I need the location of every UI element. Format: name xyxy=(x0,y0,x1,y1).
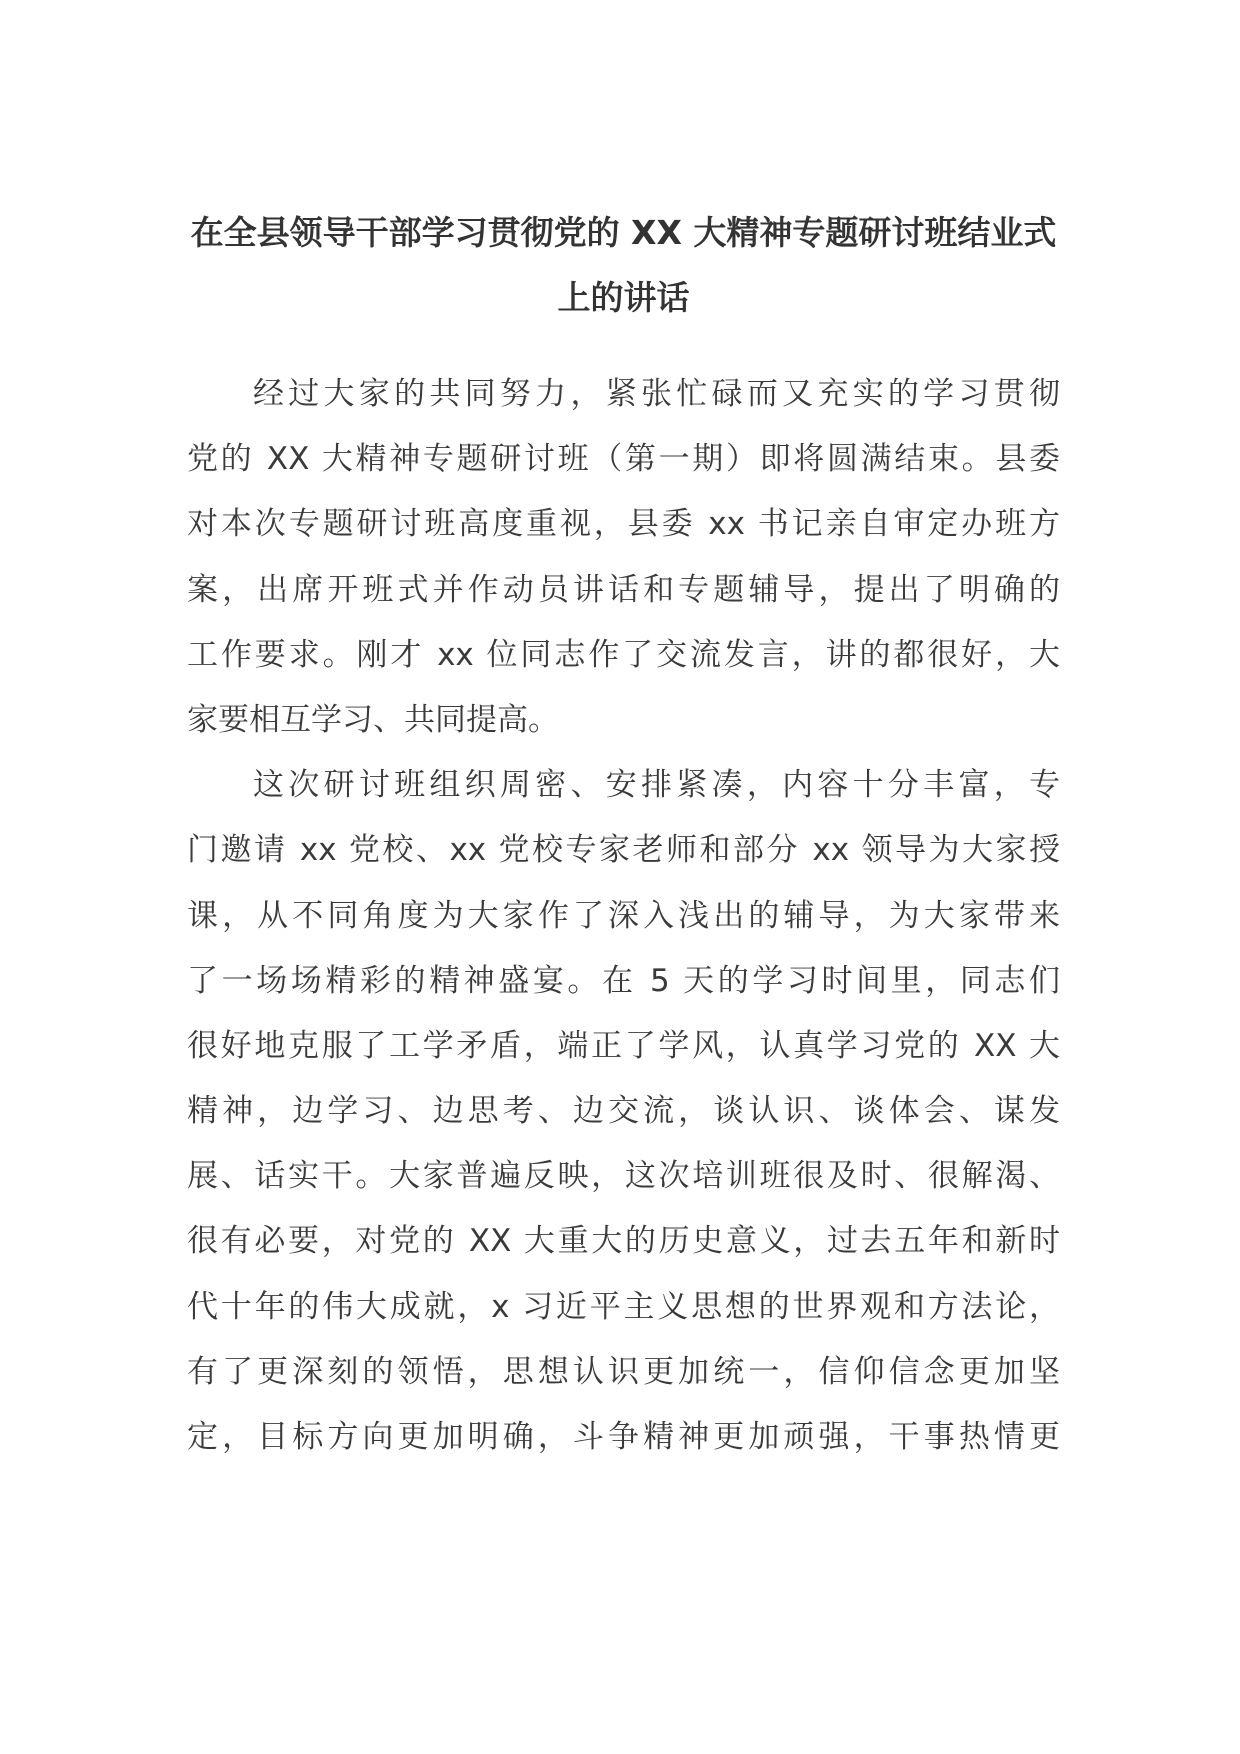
text-line: 课，从不同角度为大家作了深入浅出的辅导，为大家带来 xyxy=(187,897,1060,934)
text-line: 家要相互学习、共同提高。 xyxy=(187,701,559,738)
text-line: 代十年的伟大成就，x 习近平主义思想的世界观和方法论， xyxy=(187,1288,1060,1325)
document-body xyxy=(187,362,1060,1470)
text-line: 这次研讨班组织周密、安排紧凑，内容十分丰富，专 xyxy=(253,767,1060,804)
text-line: 经过大家的共同努力，紧张忙碌而又充实的学习贯彻 xyxy=(253,376,1060,412)
text-line: 对本次专题研讨班高度重视，县委 xx 书记亲自审定办班方 xyxy=(187,506,1060,543)
title-line: 上的讲话 xyxy=(557,278,690,318)
text-line: 定，目标方向更加明确，斗争精神更加顽强，干事热情更 xyxy=(187,1419,1060,1455)
text-line: 很有必要，对党的 XX 大重大的历史意义，过去五年和新时 xyxy=(187,1223,1060,1260)
document-title xyxy=(187,201,1060,331)
text-line: 展、话实干。大家普遍反映，这次培训班很及时、很解渴、 xyxy=(187,1158,1060,1195)
text-line: 很好地克服了工学矛盾，端正了学风，认真学习党的 XX 大 xyxy=(187,1027,1060,1064)
paragraph xyxy=(187,753,1060,1470)
text-line: 案，出席开班式并作动员讲话和专题辅导，提出了明确的 xyxy=(187,571,1060,608)
text-line: 工作要求。刚才 xx 位同志作了交流发言，讲的都很好，大 xyxy=(187,636,1060,673)
text-line: 门邀请 xx 党校、xx 党校专家老师和部分 xx 领导为大家授 xyxy=(187,832,1060,869)
text-line: 了一场场精彩的精神盛宴。在 5 天的学习时间里，同志们 xyxy=(187,962,1060,999)
paragraph xyxy=(187,362,1060,753)
text-line: 有了更深刻的领悟，思想认识更加统一，信仰信念更加坚 xyxy=(187,1353,1060,1390)
text-line: 党的 XX 大精神专题研讨班（第一期）即将圆满结束。县委 xyxy=(187,441,1060,478)
text-line: 精神，边学习、边思考、边交流，谈认识、谈体会、谋发 xyxy=(187,1093,1060,1130)
title-line: 在全县领导干部学习贯彻党的 XX 大精神专题研讨班结业式 xyxy=(190,213,1057,252)
